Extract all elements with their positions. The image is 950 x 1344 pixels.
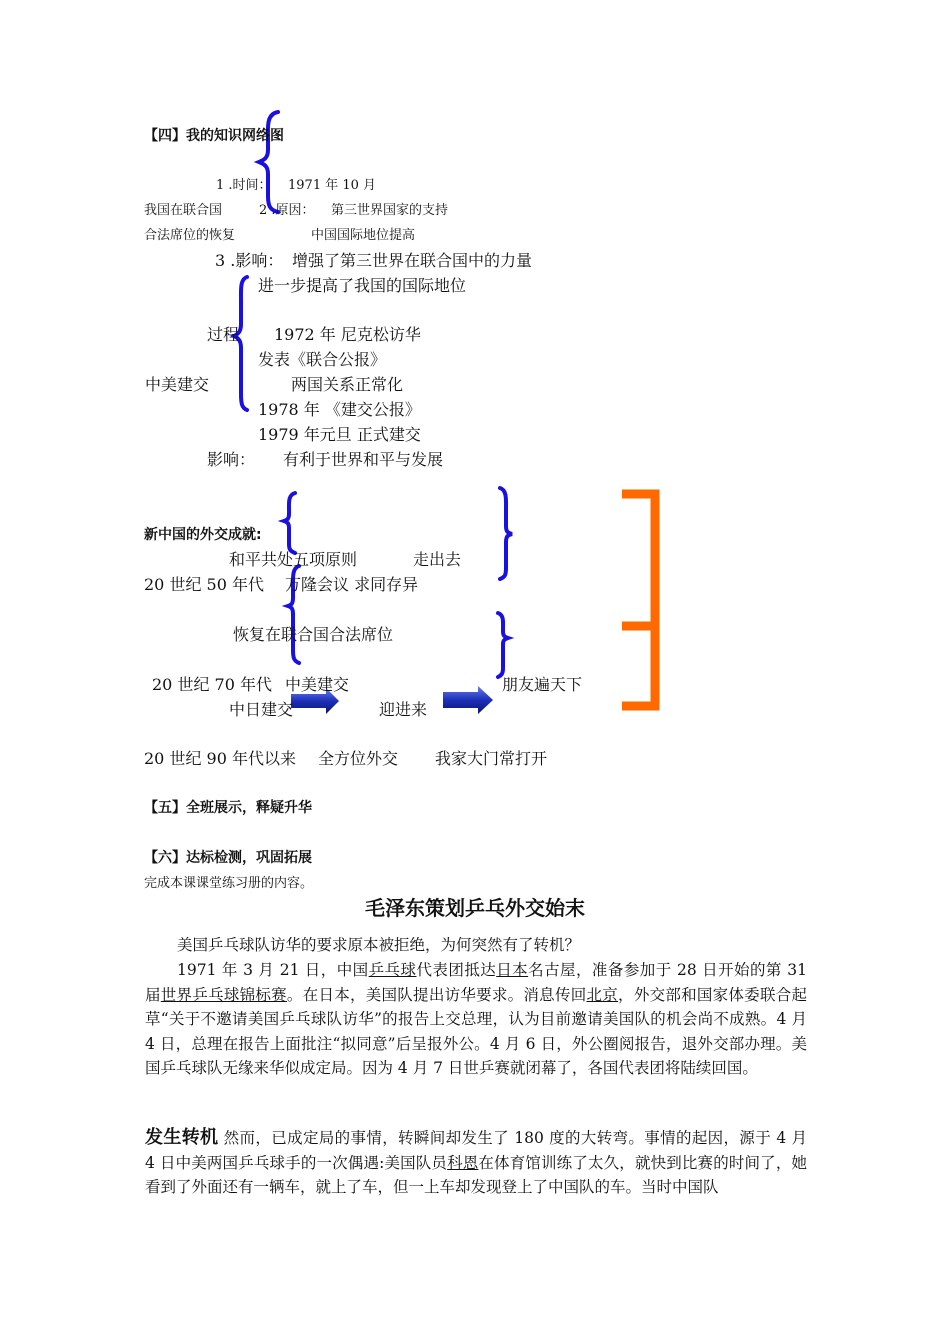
article-p2-text-a: 1971 年 3 月 21 日，中国 [177, 961, 369, 979]
article-paragraph-3 [145, 1126, 807, 1200]
un-item3-value1: 增强了第三世界在联合国中的力量 [292, 251, 533, 270]
link-beijing[interactable]: 北京 [586, 985, 619, 1004]
arrow-icon-right [443, 686, 493, 714]
diplomacy-70s-japan: 中日建交 [229, 700, 294, 719]
diplomacy-70s-un-seat: 恢复在联合国合法席位 [233, 625, 394, 644]
us-process-step1: 1972 年 尼克松访华 [274, 325, 421, 344]
link-cowan[interactable]: 科恩 [447, 1153, 479, 1172]
curly-brace-un [259, 112, 278, 212]
us-process-step5: 1979 年元旦 正式建交 [258, 425, 421, 444]
article-p3-text-b: 在体育馆训练了太久，就快到比赛的时间了，她看到了外面还有一辆车，就上了车，但一上车却发现登上了中国队的车。当时中国队 [145, 1153, 807, 1196]
us-process-step3: 两国关系正常化 [291, 375, 404, 394]
diplomacy-friends: 朋友遍天下 [502, 675, 583, 694]
article-p3-text-a: 然而，已成定局的事情，转瞬间却发生了 180 度的大转弯。事情的起因，源于 4 月 4 日中美两国乒乓球手的一次偶遇:美国队员 [145, 1129, 807, 1172]
article-paragraph-2 [145, 958, 807, 1081]
diplomacy-50s-era: 20 世纪 50 年代 [144, 575, 264, 594]
us-process-step2: 发表《联合公报》 [258, 350, 387, 369]
un-topic-line2: 合法席位的恢复 [144, 228, 236, 243]
diplomacy-90s-open-door: 我家大门常打开 [435, 749, 548, 768]
curly-brace-50s [284, 493, 295, 553]
link-pingpong[interactable]: 乒乓球 [368, 961, 417, 979]
article-p2-text-c: 名古屋，准备参加于 28 日开始的第 31 届 [145, 961, 807, 1004]
article-p3-lead: 发生转机 [145, 1127, 219, 1148]
diplomacy-50s-principles: 和平共处五项原则 [229, 550, 358, 569]
diplomacy-heading: 新中国的外交成就: [144, 527, 262, 543]
us-impact-label: 影响： [207, 450, 256, 469]
article-p2-text-e: ，外交部和国家体委联合起草“关于不邀请美国乒乓球队访华”的报告上交总理，认为目前邀请美国队的机会尚不成熟。4 月 4 日，总理在报告上面批注“拟同意”后呈报外公。4 月 6 日，外公圈阅报告，退外交部办理。美国乒乓球队无缘来华似成定局。因为 4 月 7 日世乒赛就闭幕了，各国代表团将陆续回国。 [145, 985, 807, 1077]
section6-heading: 【六】达标检测，巩固拓展 [144, 850, 312, 866]
us-impact-value: 有利于世界和平与发展 [283, 450, 444, 469]
article-p2-text-b: 代表团抵达 [416, 961, 497, 979]
diplomacy-50s-bandung: 万隆会议 求同存异 [285, 575, 419, 594]
un-item3-value2: 进一步提高了我国的国际地位 [258, 276, 467, 295]
un-item2-value1: 第三世界国家的支持 [331, 203, 449, 218]
section4-heading: 【四】我的知识网络图 [144, 128, 284, 144]
us-topic: 中美建交 [145, 375, 210, 394]
us-process-label: 过程 [207, 325, 240, 344]
article-p1-text: 美国乒乓球队访华的要求原本被拒绝，为何突然有了转机？ [177, 936, 581, 954]
un-item1-value: 1971 年 10 月 [288, 178, 377, 193]
diplomacy-70s-era: 20 世纪 70 年代 [152, 675, 272, 694]
diplomacy-welcome-in: 迎进来 [379, 700, 428, 719]
un-item2-label: 2 .原因： [259, 203, 315, 218]
article-p2-text-d: 。在日本，美国队提出访华要求。消息传回 [286, 985, 587, 1004]
closing-brace-go-out [500, 488, 512, 579]
un-item1-label: 1 .时间： [216, 178, 272, 193]
un-item3-label: 3 .影响： [215, 251, 284, 270]
diplomacy-90s-all-round: 全方位外交 [318, 749, 399, 768]
article-paragraph-1 [145, 933, 807, 958]
diplomacy-70s-us: 中美建交 [285, 675, 350, 694]
section5-heading: 【五】全班展示，释疑升华 [144, 800, 312, 816]
link-world-championships[interactable]: 世界乒乓球锦标赛 [160, 985, 287, 1004]
article-title: 毛泽东策划乒乓外交始末 [365, 896, 585, 920]
us-process-step4: 1978 年 《建交公报》 [258, 400, 421, 419]
diplomacy-90s-era: 20 世纪 90 年代以来 [144, 749, 296, 768]
un-topic-line1: 我国在联合国 [144, 203, 223, 218]
orange-bracket [622, 494, 655, 706]
diplomacy-go-out: 走出去 [413, 550, 462, 569]
un-item2-value2: 中国国际地位提高 [311, 228, 416, 243]
section6-note: 完成本课课堂练习册的内容。 [144, 876, 314, 891]
closing-brace-welcome-in [498, 613, 508, 677]
link-japan[interactable]: 日本 [496, 961, 529, 979]
